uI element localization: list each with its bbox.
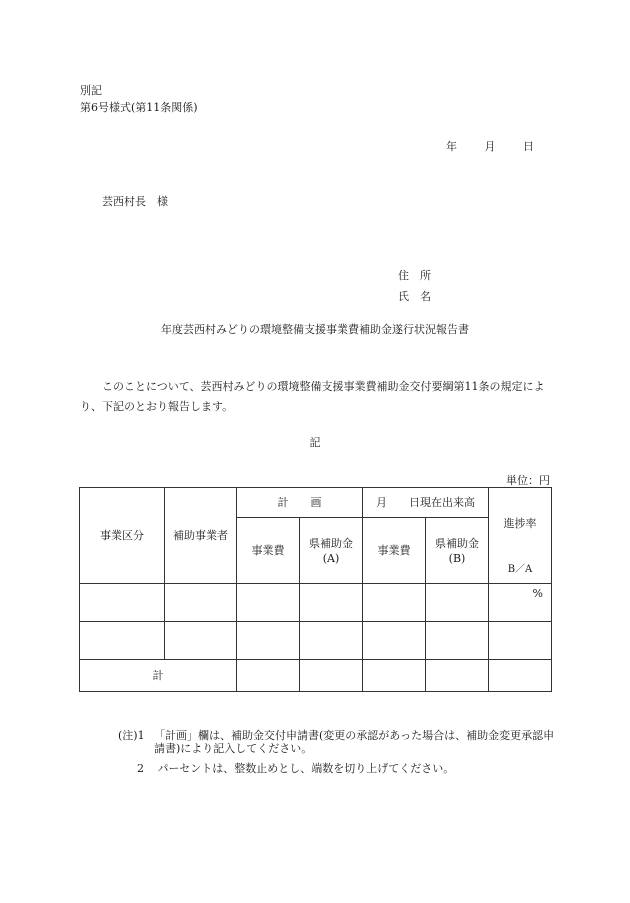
cell-operator[interactable] — [165, 622, 237, 660]
total-plan-cost[interactable] — [237, 660, 300, 692]
report-table — [79, 487, 552, 692]
date-day: 日 — [523, 140, 534, 153]
body-paragraph: このことについて、芸西村みどりの環境整備支援事業費補助金交付要綱第11条の規定により、下記のとおり報告します。 — [80, 380, 545, 413]
header-plan: 計 画 — [237, 488, 363, 518]
cell-plan-subsidy[interactable] — [300, 622, 363, 660]
cell-rate[interactable] — [489, 622, 552, 660]
unit-label: 単位：円 — [506, 474, 550, 487]
header-plan-cost: 事業費 — [237, 518, 300, 584]
cell-operator[interactable] — [165, 584, 237, 622]
document-title: 年度芸西村みどりの環境整備支援事業費補助金遂行状況報告書 — [161, 323, 469, 336]
header-actual-cost: 事業費 — [363, 518, 426, 584]
percent-sign: % — [532, 587, 543, 600]
header-category: 事業区分 — [80, 488, 165, 584]
cell-rate[interactable] — [489, 584, 552, 622]
note-2 — [137, 760, 454, 776]
table-row — [80, 584, 552, 622]
table-row — [80, 622, 552, 660]
total-label: 計 — [80, 660, 237, 692]
cell-actual-subsidy[interactable] — [426, 584, 489, 622]
header-plan-subsidy: 県補助金(A) — [300, 518, 363, 584]
note-2-text: パーセントは、整数止めとし、端数を切り上げてください。 — [157, 762, 455, 775]
total-actual-cost[interactable] — [363, 660, 426, 692]
note-prefix: (注)1 — [118, 729, 145, 742]
note-1 — [118, 729, 558, 755]
total-actual-subsidy[interactable] — [426, 660, 489, 692]
cell-plan-cost[interactable] — [237, 622, 300, 660]
cell-actual-subsidy[interactable] — [426, 622, 489, 660]
cell-actual-cost[interactable] — [363, 584, 426, 622]
date-line — [446, 138, 534, 154]
cell-plan-subsidy[interactable] — [300, 584, 363, 622]
cell-plan-cost[interactable] — [237, 584, 300, 622]
cell-category[interactable] — [80, 622, 165, 660]
note-2-number: 2 — [137, 762, 144, 775]
address-label: 住 所 — [398, 269, 431, 282]
header-actual: 月 日現在出来高 — [363, 488, 489, 518]
header-actual-subsidy: 県補助金(B) — [426, 518, 489, 584]
cell-category[interactable] — [80, 584, 165, 622]
total-plan-subsidy[interactable] — [300, 660, 363, 692]
note-1-text: 「計画」欄は、補助金交付申請書(変更の承認があった場合は、補助金変更承認申請書)により記入してください。 — [154, 729, 555, 755]
date-month: 月 — [484, 140, 496, 153]
cell-actual-cost[interactable] — [363, 622, 426, 660]
total-row — [80, 660, 552, 692]
rate-formula: B／A — [507, 564, 533, 575]
header-rate — [489, 488, 552, 584]
ki-heading: 記 — [309, 436, 321, 449]
rate-label: 進捗率 — [503, 517, 537, 530]
form-attachment-label: 別記 — [80, 84, 102, 97]
form-number-label: 第6号様式(第11条関係) — [80, 101, 198, 114]
total-rate[interactable] — [489, 660, 552, 692]
header-operator: 補助事業者 — [165, 488, 237, 584]
addressee: 芸西村長 様 — [102, 195, 168, 208]
name-label: 氏 名 — [398, 290, 431, 303]
date-year: 年 — [446, 140, 457, 153]
